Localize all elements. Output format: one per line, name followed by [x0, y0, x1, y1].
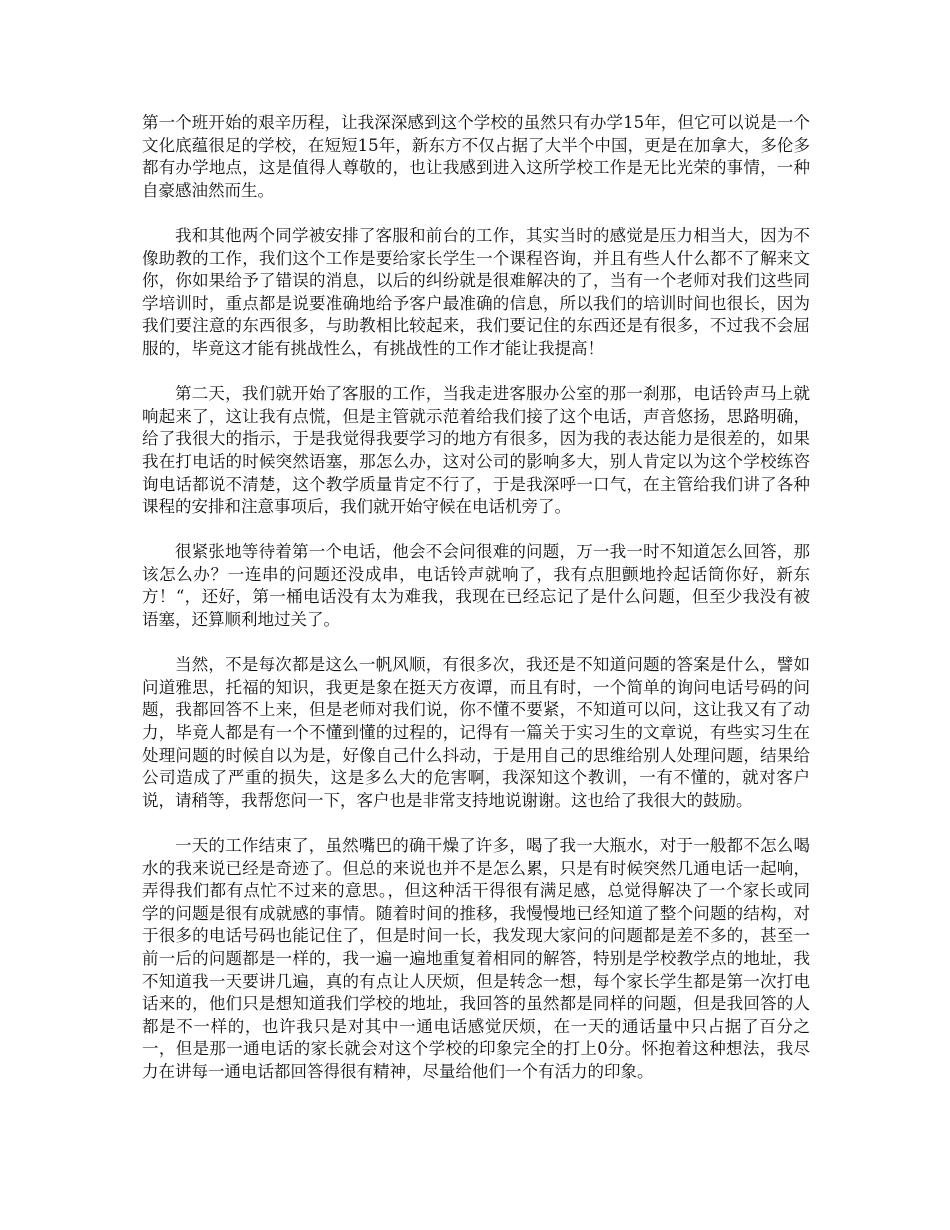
document-body — [142, 112, 810, 1106]
paragraph-2: 我和其他两个同学被安排了客服和前台的工作，其实当时的感觉是压力相当大，因为不像助教的工作，我们这个工作是要给家长学生一个课程咨询，并且有些人什么都不了解来文你，你如果给予了错误的消息，以后的纠纷就是很难解决的了，当有一个老师对我们这些同学培训时，重点都是说要准确地给予客户最准确的信息，所以我们的培训时间也很长，因为我们要注意的东西很多，与助教相比较起来，我们要记住的东西还是有很多，不过我不会屈服的，毕竟这才能有挑战性么，有挑战性的工作才能让我提高！ — [142, 225, 810, 358]
paragraph-4: 很紧张地等待着第一个电话，他会不会问很难的问题，万一我一时不知道怎么回答，那该怎么办？一连串的问题还没成串，电话铃声就响了，我有点胆颤地拎起话筒你好，新东方！“，还好，第一桶电话没有太为难我，我现在已经忘记了是什么问题，但至少我没有被语塞，还算顺利地过关了。 — [142, 542, 810, 630]
paragraph-1: 第一个班开始的艰辛历程，让我深深感到这个学校的虽然只有办学15年，但它可以说是一个文化底蕴很足的学校，在短短15年，新东方不仅占据了大半个中国，更是在加拿大，多伦多都有办学地点，这是值得人尊敬的，也让我感到进入这所学校工作是无比光荣的事情，一种自豪感油然而生。 — [142, 113, 810, 200]
paragraph-6: 一天的工作结束了，虽然嘴巴的确干燥了许多，喝了我一大瓶水，对于一般都不怎么喝水的我来说已经是奇迹了。但总的来说也并不是怎么累，只是有时候突然几通电话一起响，弄得我们都有点忙不过来的意思。，但这种活干得很有满足感，总觉得解决了一个家长或同学的问题是很有成就感的事情。随着时间的推移，我慢慢地已经知道了整个问题的结构，对于很多的电话号码也能记住了，但是时间一长，我发现大家问的问题都是差不多的，甚至一前一后的问题都是一样的，我一遍一遍地重复着相同的解答，特别是学校教学点的地址，我不知道我一天要讲几遍，真的有点让人厌烦，但是转念一想，每个家长学生都是第一次打电话来的，他们只是想知道我们学校的地址，我回答的虽然都是同样的问题，但是我回答的人都是不一样的，也许我只是对其中一通电话感觉厌烦，在一天的通话量中只占据了百分之一，但是那一通电话的家长就会对这个学校的印象完全的打上0分。怀抱着这种想法，我尽力在讲每一通电话都回答得很有精神，尽量给他们一个有活力的印象。 — [142, 836, 810, 1081]
paragraph-5: 当然，不是每次都是这么一帆风顺，有很多次，我还是不知道问题的答案是什么，譬如问道雅思，托福的知识，我更是象在挺天方夜谭，而且有时，一个简单的询问电话号码的问题，我都回答不上来，但是老师对我们说，你不懂不要紧，不知道可以问，这让我又有了动力，毕竟人都是有一个不懂到懂的过程的，记得有一篇关于实习生的文章说，有些实习生在处理问题的时候自以为是，好像自己什么抖动，于是用自己的思维给别人处理问题，结果给公司造成了严重的损失，这是多么大的危害啊，我深知这个教训，一有不懂的，就对客户说，请稍等，我帮您问一下，客户也是非常支持地说谢谢。这也给了我很大的鼓励。 — [142, 655, 810, 810]
paragraph-3: 第二天，我们就开始了客服的工作，当我走进客服办公室的那一刹那，电话铃声马上就响起来了，这让我有点慌，但是主管就示范着给我们接了这个电话，声音悠扬，思路明确，给了我很大的指示，于是我觉得我要学习的地方有很多，因为我的表达能力是很差的，如果我在打电话的时候突然语塞，那怎么办，这对公司的影响多大，别人肯定以为这个学校练咨询电话都说不清楚，这个教学质量肯定不行了，于是我深呼一口气，在主管给我们讲了各种课程的安排和注意事项后，我们就开始守候在电话机旁了。 — [142, 384, 810, 517]
